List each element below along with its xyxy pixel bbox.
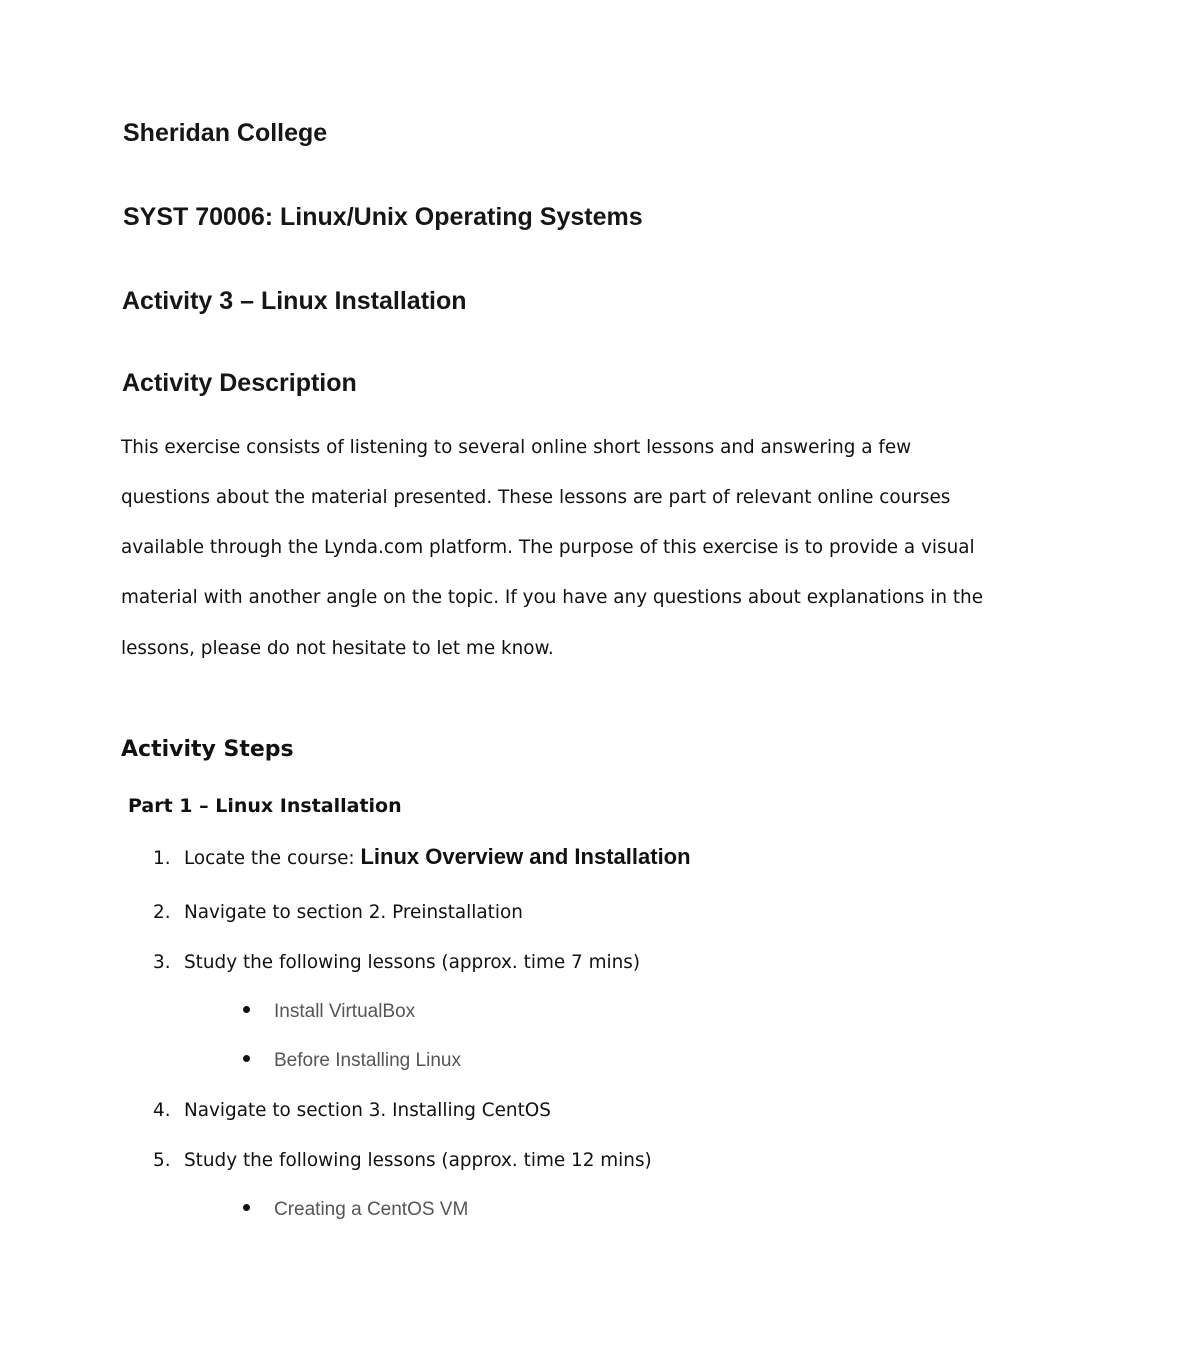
description-line: This exercise consists of listening to several online short lessons and answering a few: [121, 437, 912, 458]
lesson-item: [243, 1198, 468, 1222]
step-item: [153, 1099, 551, 1123]
lesson-text: Install VirtualBox: [274, 1001, 416, 1022]
course-title: SYST 70006: Linux/Unix Operating Systems: [123, 203, 643, 231]
bullet-icon: [243, 1006, 250, 1013]
step-number: 3.: [153, 952, 171, 973]
step-number: 1.: [153, 848, 171, 869]
step-number: 4.: [153, 1100, 171, 1121]
step-item: [153, 901, 523, 925]
lesson-text: Before Installing Linux: [274, 1050, 461, 1071]
step-text: Study the following lessons (approx. time 7 mins): [184, 952, 641, 973]
step-text: Study the following lessons (approx. time 12 mins): [184, 1150, 652, 1171]
description-line: available through the Lynda.com platform. The purpose of this exercise is to provide a visual: [121, 537, 975, 558]
lesson-item: [243, 1000, 415, 1024]
step-item: [153, 845, 691, 871]
activity-title: Activity 3 – Linux Installation: [122, 287, 467, 315]
step-number: 2.: [153, 902, 171, 923]
step-text: Navigate to section 2. Preinstallation: [184, 902, 523, 923]
course-name: Linux Overview and Installation: [360, 844, 691, 869]
institution-title: Sheridan College: [123, 119, 328, 147]
step-item: [153, 1149, 652, 1173]
step-item: [153, 951, 640, 975]
bullet-icon: [243, 1055, 250, 1062]
step-text: Locate the course:: [184, 848, 361, 869]
step-text: Navigate to section 3. Installing CentOS: [184, 1100, 551, 1121]
description-line: lessons, please do not hesitate to let me know.: [121, 638, 554, 659]
description-heading: Activity Description: [122, 369, 357, 397]
steps-heading: Activity Steps: [121, 737, 294, 762]
step-number: 5.: [153, 1150, 171, 1171]
lesson-item: [243, 1049, 461, 1073]
bullet-icon: [243, 1204, 250, 1211]
description-line: questions about the material presented. These lessons are part of relevant online courses: [121, 487, 951, 508]
description-line: material with another angle on the topic. If you have any questions about explanations in the: [121, 587, 984, 608]
part1-heading: Part 1 – Linux Installation: [128, 795, 402, 817]
lesson-text: Creating a CentOS VM: [274, 1199, 469, 1220]
